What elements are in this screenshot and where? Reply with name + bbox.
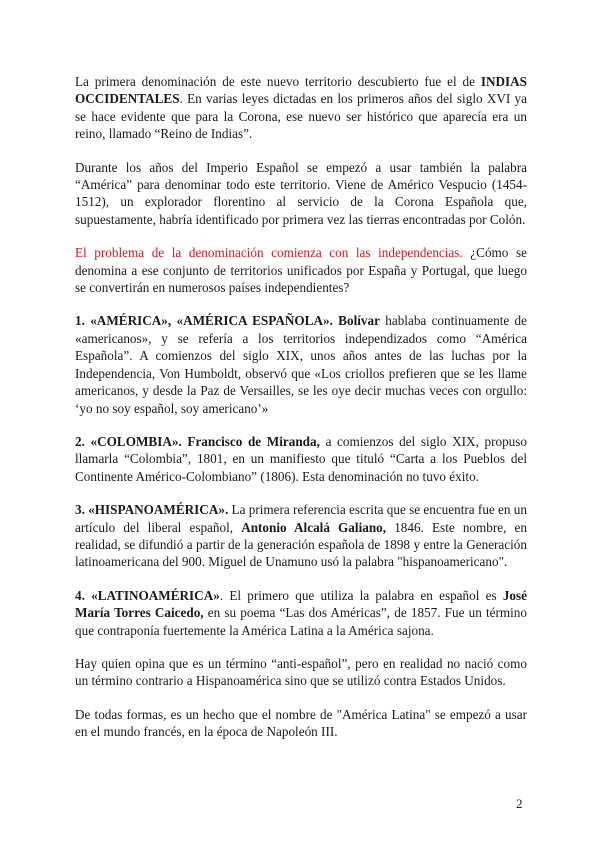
heading-america-espanola: 1. «AMÉRICA», «AMÉRICA ESPAÑOLA». Bolívar [75, 313, 380, 329]
paragraph-america-espanola [75, 312, 527, 416]
heading-latinoamerica: 4. «LATINOAMÉRICA» [75, 587, 220, 603]
paragraph-text: 1846. Este nombre, en realidad, se difundió a partir de la generación española de 1898 y entre la Generación latinoamericana del 900. Miguel de Unamuno usó la palabra "hispanoamericano". [75, 519, 527, 570]
paragraph-latinoamerica [75, 587, 527, 639]
highlighted-statement: El problema de la denominación comienza con las independencias. [75, 245, 463, 261]
paragraph-text: Durante los años del Imperio Español se empezó a usar también la palabra “América” para denominar todo este territorio. Viene de Américo Vespucio (1454-1512), un explorador florentino al servicio de la Corona Española que, supuestamente, habría identificado por primera vez las tierras encontradas por Colón. [75, 159, 527, 227]
paragraph-america-latina-francia [75, 706, 527, 741]
term-indias-occidentales: INDIAS OCCIDENTALES [75, 74, 527, 107]
paragraph-text: . El primero que utiliza la palabra en español es [219, 587, 503, 603]
paragraph-hispanoamerica [75, 501, 527, 571]
paragraph-colombia [75, 433, 527, 485]
paragraph-indias-occidentales [75, 73, 527, 143]
paragraph-text: a comienzos del siglo XIX, propuso llamarla “Colombia”, 1801, en un manifiesto que tituló “Carta a los Pueblos del Continente Américo-Colombiano” (1806). Esta denominación no tuvo éxito. [75, 433, 527, 484]
paragraph-text: ¿Cómo se denomina a ese conjunto de territorios unificados por España y Portugal, que luego se convertirán en numerosos países independientes? [75, 245, 527, 296]
name-torres-caicedo: José María Torres Caicedo, [75, 587, 527, 621]
paragraph-text: en su poema “Las dos Américas”, de 1857. Fue un término que contraponía fuertemente la América Latina a la América sajona. [75, 605, 527, 638]
name-alcala-galiano: Antonio Alcalá Galiano, [241, 519, 387, 535]
paragraph-text: La primera denominación de este nuevo territorio descubierto fue el de [75, 74, 481, 89]
paragraph-text: . En varias leyes dictadas en los primeros años del siglo XVI ya se hace evidente que para la Corona, ese nuevo ser histórico que aparecía era un reino, llamado “Reino de Indias”. [75, 91, 527, 142]
paragraph-anti-espanol [75, 655, 527, 690]
heading-hispanoamerica: 3. «HISPANOAMÉRICA». [75, 502, 229, 518]
paragraph-text: De todas formas, es un hecho que el nombre de "América Latina" se empezó a usar en el mundo francés, en la época de Napoleón III. [75, 706, 527, 740]
paragraph-america-vespucio [75, 159, 527, 229]
heading-colombia: 2. «COLOMBIA». Francisco de Miranda, [75, 433, 320, 449]
paragraph-text: hablaba continuamente de «americanos», y se refería a los territorios independizados como “América Española”. A comienzos del siglo XIX, unos años antes de las luchas por la Independencia, Von Humboldt, observó que «Los criollos prefieren que se les llame americanos, y desde la Paz de Versailles, se les oye decir muchas veces con orgullo: ‘yo no soy español, soy americano’» [75, 313, 527, 416]
paragraph-problema-denominacion [75, 244, 527, 296]
page-number: 2 [516, 796, 523, 811]
paragraph-text: Hay quien opina que es un término “anti-español”, pero en realidad no nació como un término contrario a Hispanoamérica sino que se utilizó contra Estados Unidos. [75, 655, 527, 689]
paragraph-text: La primera referencia escrita que se encuentra fue en un artículo del liberal español, [75, 502, 527, 535]
document-page [75, 73, 527, 757]
